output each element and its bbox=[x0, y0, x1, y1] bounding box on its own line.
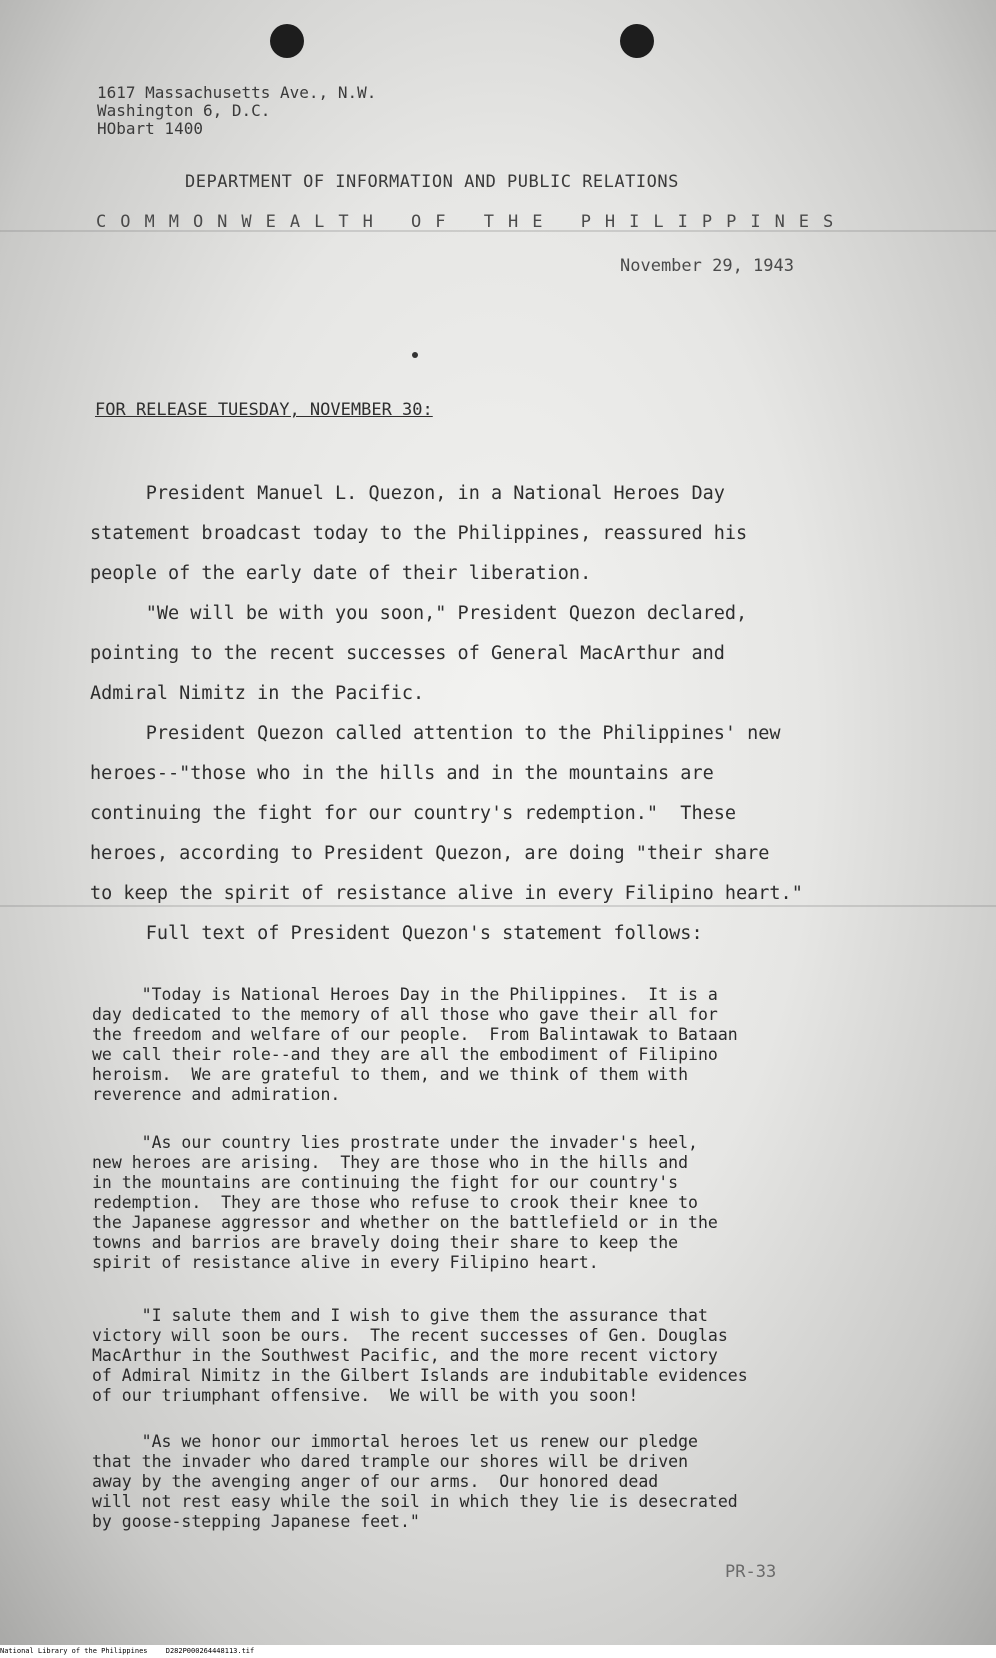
body-line: people of the early date of their liberation. bbox=[90, 563, 592, 584]
quote-line: "I salute them and I wish to give them the assurance that bbox=[92, 1306, 708, 1325]
quote-line: the Japanese aggressor and whether on the battlefield or in the bbox=[92, 1213, 718, 1232]
body-line: heroes--"those who in the hills and in the mountains are bbox=[90, 763, 714, 784]
quote-line: day dedicated to the memory of all those who gave their all for bbox=[92, 1005, 718, 1024]
quote-line: reverence and admiration. bbox=[92, 1085, 341, 1104]
quote-line: new heroes are arising. They are those who in the hills and bbox=[92, 1153, 689, 1172]
file-name: D282P000264448113.tif bbox=[165, 1647, 255, 1655]
body-line: President Manuel L. Quezon, in a National Heroes Day bbox=[90, 483, 725, 504]
release-line: FOR RELEASE TUESDAY, NOVEMBER 30: bbox=[95, 400, 433, 420]
body-line: "We will be with you soon," President Quezon declared, bbox=[90, 603, 748, 624]
quote-paragraph bbox=[92, 1133, 932, 1273]
quote-paragraph bbox=[92, 1432, 932, 1532]
document-date: November 29, 1943 bbox=[620, 256, 794, 276]
fold-line bbox=[0, 905, 996, 907]
quote-line: "Today is National Heroes Day in the Philippines. It is a bbox=[92, 985, 718, 1004]
quote-line: redemption. They are those who refuse to crook their knee to bbox=[92, 1193, 698, 1212]
quote-line: will not rest easy while the soil in which they lie is desecrated bbox=[92, 1492, 738, 1511]
quote-line: by goose-stepping Japanese feet." bbox=[92, 1512, 420, 1531]
address-block bbox=[97, 84, 376, 138]
quote-line: we call their role--and they are all the embodiment of Filipino bbox=[92, 1045, 718, 1064]
quote-line: spirit of resistance alive in every Filipino heart. bbox=[92, 1253, 599, 1272]
quote-line: towns and barrios are bravely doing their share to keep the bbox=[92, 1233, 679, 1252]
quote-line: "As we honor our immortal heroes let us renew our pledge bbox=[92, 1432, 698, 1451]
quote-line: "As our country lies prostrate under the invader's heel, bbox=[92, 1133, 698, 1152]
quote-line: in the mountains are continuing the fight for our country's bbox=[92, 1173, 679, 1192]
address-line: 1617 Massachusetts Ave., N.W. bbox=[97, 83, 377, 102]
scan-footer bbox=[0, 1645, 996, 1658]
body-line: Admiral Nimitz in the Pacific. bbox=[90, 683, 425, 704]
quote-line: that the invader who dared trample our shores will be driven bbox=[92, 1452, 689, 1471]
quote-line: of our triumphant offensive. We will be with you soon! bbox=[92, 1386, 639, 1405]
ink-speck bbox=[412, 352, 418, 358]
quote-line: heroism. We are grateful to them, and we think of them with bbox=[92, 1065, 689, 1084]
body-line: to keep the spirit of resistance alive in every Filipino heart." bbox=[90, 883, 803, 904]
body-line: statement broadcast today to the Philippines, reassured his bbox=[90, 523, 748, 544]
body-line: President Quezon called attention to the Philippines' new bbox=[90, 723, 781, 744]
quote-line: of Admiral Nimitz in the Gilbert Islands are indubitable evidences bbox=[92, 1366, 748, 1385]
body-line: pointing to the recent successes of General MacArthur and bbox=[90, 643, 725, 664]
quote-line: MacArthur in the Southwest Pacific, and the more recent victory bbox=[92, 1346, 718, 1365]
page-number: PR-33 bbox=[725, 1562, 777, 1582]
punch-hole bbox=[620, 24, 654, 58]
commonwealth-heading: COMMONWEALTH OF THE PHILIPPINES bbox=[96, 212, 848, 232]
quote-paragraph bbox=[92, 985, 932, 1105]
department-heading: DEPARTMENT OF INFORMATION AND PUBLIC RELATIONS bbox=[185, 172, 679, 192]
quote-line: away by the avenging anger of our arms. Our honored dead bbox=[92, 1472, 659, 1491]
quote-paragraph bbox=[92, 1306, 932, 1406]
quote-line: victory will soon be ours. The recent successes of Gen. Douglas bbox=[92, 1326, 728, 1345]
body-line: Full text of President Quezon's statement follows: bbox=[90, 923, 703, 944]
quote-line: the freedom and welfare of our people. From Balintawak to Bataan bbox=[92, 1025, 738, 1044]
phone-line: HObart 1400 bbox=[97, 119, 203, 138]
body-line: heroes, according to President Quezon, are doing "their share bbox=[90, 843, 770, 864]
address-line: Washington 6, D.C. bbox=[97, 101, 271, 120]
body-line: continuing the fight for our country's redemption." These bbox=[90, 803, 737, 824]
punch-hole bbox=[270, 24, 304, 58]
library-credit: National Library of the Philippines bbox=[0, 1647, 148, 1655]
